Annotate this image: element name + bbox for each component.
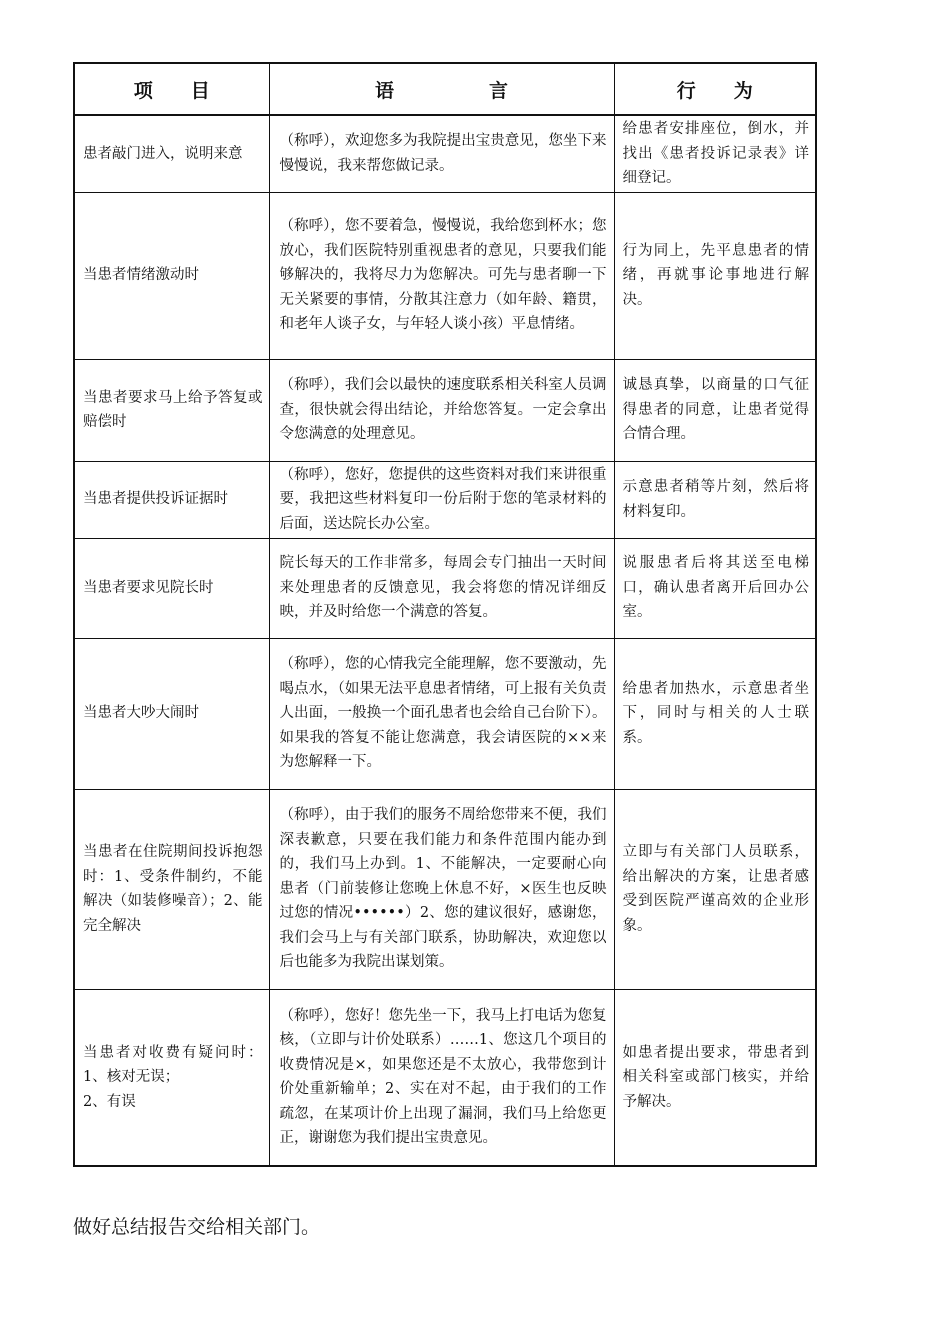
- table-row: [74, 989, 816, 1166]
- header-language: 语 言: [269, 63, 614, 115]
- behavior-cell: 立即与有关部门人员联系，给出解决的方案，让患者感受到医院严谨高效的企业形象。: [614, 789, 816, 989]
- item-cell: 当患者情绪激动时: [74, 192, 269, 359]
- item-cell: 当患者大吵大闹时: [74, 638, 269, 789]
- behavior-cell: 给患者加热水，示意患者坐下，同时与相关的人士联系。: [614, 638, 816, 789]
- behavior-cell: 示意患者稍等片刻，然后将材料复印。: [614, 461, 816, 538]
- behavior-cell: 诚恳真挚，以商量的口气征得患者的同意，让患者觉得合情合理。: [614, 359, 816, 461]
- language-cell: （称呼），您不要着急，慢慢说，我给您到杯水；您放心，我们医院特别重视患者的意见，只要我们能够解决的，我将尽力为您解决。可先与患者聊一下无关紧要的事情，分散其注意力（如年龄、籍贯，和老年人谈子女，与年轻人谈小孩）平息情绪。: [269, 192, 614, 359]
- language-cell: （称呼），我们会以最快的速度联系相关科室人员调查，很快就会得出结论，并给您答复。一定会拿出令您满意的处理意见。: [269, 359, 614, 461]
- language-cell: （称呼），您的心情我完全能理解，您不要激动，先喝点水，（如果无法平息患者情绪，可上报有关负责人出面，一般换一个面孔患者也会给自己台阶下）。如果我的答复不能让您满意，我会请医院的××来为您解释一下。: [269, 638, 614, 789]
- language-cell: （称呼），您好！您先坐一下，我马上打电话为您复核，（立即与计价处联系）……1、您这几个项目的收费情况是×，如果您还是不太放心，我带您到计价处重新输单；2、实在对不起，由于我们的工作疏忽，在某项计价上出现了漏洞，我们马上给您更正，谢谢您为我们提出宝贵意见。: [269, 989, 614, 1166]
- language-cell: （称呼），欢迎您多为我院提出宝贵意见，您坐下来慢慢说，我来帮您做记录。: [269, 115, 614, 192]
- language-cell: （称呼），由于我们的服务不周给您带来不便，我们深表歉意，只要在我们能力和条件范围内能办到的，我们马上办到。1、不能解决，一定要耐心向患者（门前装修让您晚上休息不好，×医生也反映过您的情况••••••）2、您的建议很好，感谢您，我们会马上与有关部门联系，协助解决，欢迎您以后也能多为我院出谋划策。: [269, 789, 614, 989]
- item-cell: 当患者要求见院长时: [74, 538, 269, 638]
- behavior-cell: 说服患者后将其送至电梯口，确认患者离开后回办公室。: [614, 538, 816, 638]
- table-row: [74, 538, 816, 638]
- behavior-cell: 行为同上，先平息患者的情绪，再就事论事地进行解决。: [614, 192, 816, 359]
- item-cell: 当患者提供投诉证据时: [74, 461, 269, 538]
- item-cell: 当患者对收费有疑问时：1、核对无误； 2、有误: [74, 989, 269, 1166]
- summary-note: 做好总结报告交给相关部门。: [73, 1216, 321, 1238]
- language-cell: 院长每天的工作非常多，每周会专门抽出一天时间来处理患者的反馈意见，我会将您的情况详细反映，并及时给您一个满意的答复。: [269, 538, 614, 638]
- table-header-row: [74, 63, 816, 115]
- table-row: [74, 359, 816, 461]
- behavior-cell: 给患者安排座位，倒水，并找出《患者投诉记录表》详细登记。: [614, 115, 816, 192]
- header-item: 项 目: [74, 63, 269, 115]
- table-row: [74, 461, 816, 538]
- header-behavior: 行 为: [614, 63, 816, 115]
- table-row: [74, 789, 816, 989]
- language-cell: （称呼），您好，您提供的这些资料对我们来讲很重要，我把这些材料复印一份后附于您的笔录材料的后面，送达院长办公室。: [269, 461, 614, 538]
- behavior-cell: 如患者提出要求，带患者到相关科室或部门核实，并给予解决。: [614, 989, 816, 1166]
- complaint-handling-table: [73, 62, 817, 1167]
- table-row: [74, 192, 816, 359]
- table-row: [74, 638, 816, 789]
- table-row: [74, 115, 816, 192]
- item-cell: 患者敲门进入，说明来意: [74, 115, 269, 192]
- item-cell: 当患者要求马上给予答复或赔偿时: [74, 359, 269, 461]
- item-cell: 当患者在住院期间投诉抱怨时：1、受条件制约，不能解决（如装修噪音）；2、能完全解决: [74, 789, 269, 989]
